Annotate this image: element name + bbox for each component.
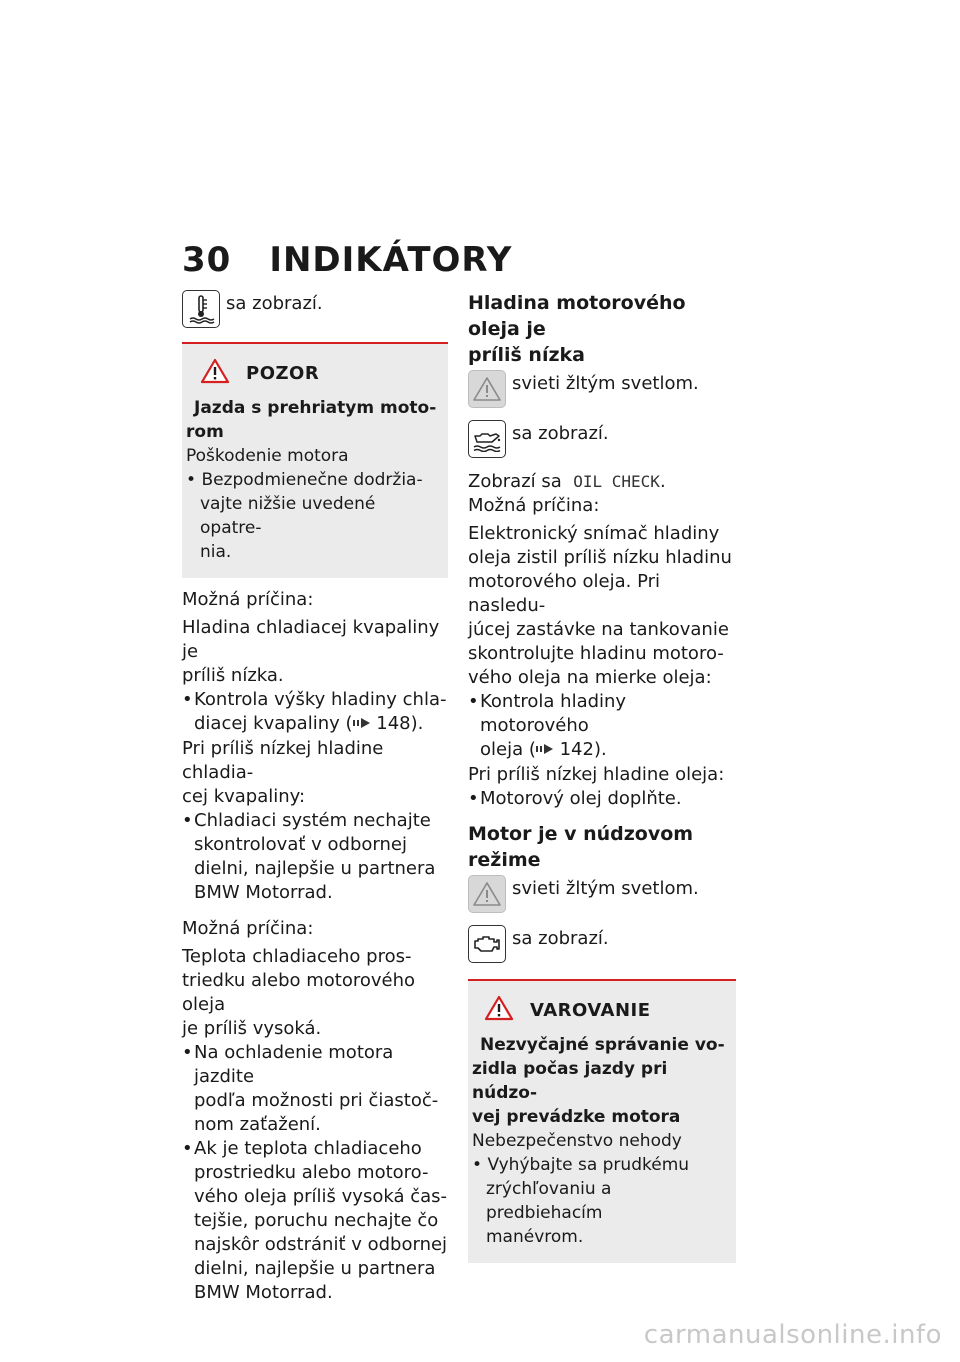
arrow-right-icon[interactable] [353,713,371,737]
oil-warning-text: svieti žltým svetlom. [512,373,699,394]
warning-label: VAROVANIE [530,999,651,1021]
caution-heading-line: Jazda s prehriatym moto- [194,398,437,418]
action-list [182,809,448,905]
oil-level-text: sa zobrazí. [512,423,609,444]
oil-level-row [468,420,736,464]
engine-check-row [468,925,736,969]
warning-title [472,995,730,1025]
warning-triangle-icon [484,995,514,1025]
display-message: Zobrazí sa OIL CHECK. [468,471,666,492]
emergency-warning-row [468,875,736,919]
cause-text: príliš nízka. [182,665,284,686]
action-list [182,1041,448,1305]
warning-consequence: Nebezpečenstvo nehody [472,1131,682,1151]
warning-bullet: • Vyhýbajte sa prudkému [472,1155,690,1175]
warning-heading-line: zidla počas jazdy pri núdzo- [472,1059,668,1103]
coolant-indicator-text: sa zobrazí. [226,293,323,314]
arrow-right-icon[interactable] [536,739,554,763]
cause-text: je príliš vysoká. [182,1018,322,1039]
possible-cause-label: Možná príčina: [468,495,600,516]
caution-bullet-cont: vajte nižšie uvedené opatre- [200,494,376,538]
general-warning-icon [468,370,506,408]
cause-text: motorového oleja. Pri nasledu- [468,571,661,616]
possible-cause-label: Možná príčina: [182,918,314,939]
action-list [182,688,448,737]
section-heading: príliš nízka [468,344,585,366]
display-code: OIL CHECK [573,472,660,491]
oil-warning-row [468,370,736,414]
cause-text: skontrolujte hladinu motoro- [468,643,724,664]
warning-heading-line: vej prevádzke motora [472,1107,681,1127]
engine-check-text: sa zobrazí. [512,928,609,949]
list-item: • Kontrola hladiny motorového oleja ( 142). [468,690,736,763]
warning-box [468,979,736,1263]
page-header [182,240,512,280]
list-item: • Chladiaci systém nechajte skontrolovať v odbornej dielni, najlepšie u partnera BMW Motorrad. [182,809,448,905]
cause-text: júcej zastávke na tankovanie [468,619,729,640]
section-heading: Motor je v núdzovom režime [468,823,694,871]
list-item: • Kontrola výšky hladiny chla- diacej kvapaliny ( 148). [182,688,448,737]
engine-check-icon [468,925,506,963]
watermark: carmanualsonline.info [643,1320,942,1350]
warning-bullet-cont: manévrom. [486,1227,584,1247]
condition-text: cej kvapaliny: [182,786,306,807]
coolant-temperature-icon [182,290,220,328]
cause-text: oleja zistil príliš nízku hladinu [468,547,732,568]
list-item: • Ak je teplota chladiaceho prostriedku alebo motoro- vého oleja príliš vysoká čas- tejšie, poruchu nechajte čo najskôr odstrániť v odbornej dielni, najlepšie u partnera BMW Motorrad. [182,1137,448,1305]
coolant-indicator-row [182,290,448,334]
warning-bullet-cont: zrýchľovaniu a predbiehacím [486,1179,612,1223]
list-item: • Motorový olej doplňte. [468,787,736,811]
cause-text: Hladina chladiacej kvapaliny je [182,617,440,662]
condition-text: Pri príliš nízkej hladine chladia- [182,738,384,783]
caution-label: POZOR [246,362,320,384]
list-item: • Na ochladenie motora jazdite podľa možnosti pri čiastoč- nom zaťažení. [182,1041,448,1137]
page-number: 30 [182,240,232,280]
cause-text: Elektronický snímač hladiny [468,523,720,544]
caution-bullet: • Bezpodmienečne dodržia- [186,470,423,490]
general-warning-icon [468,875,506,913]
possible-cause-label: Možná príčina: [182,589,314,610]
cause-text: triedku alebo motorového oleja [182,970,416,1015]
emergency-warning-text: svieti žltým svetlom. [512,878,699,899]
warning-triangle-icon [200,358,230,388]
oil-level-icon [468,420,506,458]
left-column [182,290,448,1305]
caution-consequence: Poškodenie motora [186,446,349,466]
right-column [468,290,736,1263]
caution-box [182,342,448,578]
condition-text: Pri príliš nízkej hladine oleja: [468,764,725,785]
section-heading: Hladina motorového oleja je [468,292,686,340]
action-list [468,787,736,811]
caution-bullet-cont: nia. [200,542,232,562]
caution-title [186,358,442,388]
cause-text: vého oleja na mierke oleja: [468,667,712,688]
page-title: INDIKÁTORY [269,240,513,280]
caution-heading-line: rom [186,422,224,442]
cause-text: Teplota chladiaceho pros- [182,946,412,967]
warning-heading-line: Nezvyčajné správanie vo- [480,1035,725,1055]
action-list [468,690,736,763]
